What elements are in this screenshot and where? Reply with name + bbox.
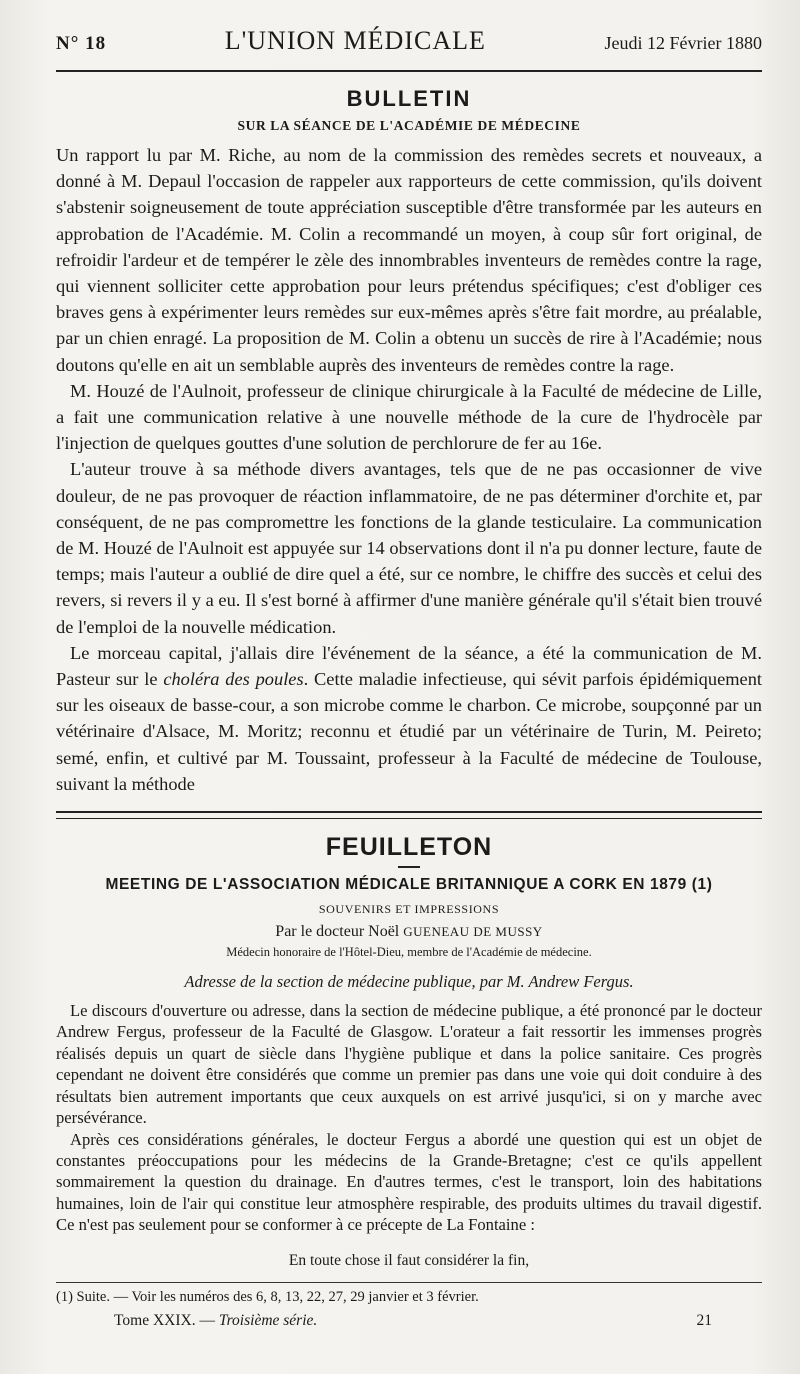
paragraph-text: Le morceau capital, j'allais dire l'événement de la séance, a été la communication de M. Pasteur sur le — [56, 642, 762, 690]
author-role: Médecin honoraire de l'Hôtel-Dieu, membre de l'Académie de médecine. — [226, 945, 592, 960]
section-divider — [56, 811, 762, 819]
address-heading: Adresse de la section de médecine publique, par M. Andrew Fergus. — [184, 972, 634, 992]
issue-number: N° 18 — [56, 33, 107, 54]
feuilleton-heading: MEETING DE L'ASSOCIATION MÉDICALE BRITANNIQUE A CORK EN 1879 (1) — [105, 876, 713, 894]
bulletin-body — [56, 142, 762, 797]
italic-term: choléra des poules — [163, 669, 304, 690]
author-name: GUENEAU DE MUSSY — [403, 924, 543, 940]
bulletin-paragraph: L'auteur trouve à sa méthode divers avantages, tels que de ne pas occasionner de vive douleur, de ne pas provoquer de réaction inflammatoire, de ne pas déterminer d'orchite et, par conséquent, de ne pas compromettre les fonctions de la glande testiculaire. La communication de M. Houzé de l'Aulnoit est appuyée sur 14 observations dont il n'a pu donner lecture, faute de temps; mais l'auteur a oublié de dire quel a été, sur ce nombre, le chiffre des succès et celui des revers, si revers il y a eu. Il s'est borné à affirmer d'une manière générale qu'il s'était bien trouvé de l'emploi de la nouvelle médication. — [56, 459, 762, 637]
header-rule — [56, 70, 762, 72]
paragraph-text: . Cette maladie infectieuse, qui sévit parfois épidémiquement sur les oiseaux de basse-cour, a son microbe comme le charbon. Ce microbe, soupçonné par un vétérinaire d'Alsace, M. Moritz; reconnu et étudié par un vétérinaire de Turin, M. Peireto; semé, enfin, et cultivé par M. Toussaint, professeur à la Faculté de médecine de Toulouse, suivant la méthode — [56, 669, 763, 794]
tome-label: Tome XXIX. — — [114, 1311, 219, 1329]
issue-date: Jeudi 12 Février 1880 — [604, 33, 762, 53]
series-label: Troisième série. — [218, 1311, 318, 1329]
footnote: (1) Suite. — Voir les numéros des 6, 8, 13, 22, 27, 29 janvier et 3 février. — [56, 1288, 479, 1305]
feuilleton-paragraph: Le discours d'ouverture ou adresse, dans la section de médecine publique, a été prononcé par le docteur Andrew Fergus, professeur de la Faculté de Glasgow. L'orateur a fait ressortir les immenses progrès réalisés depuis un quart de siècle dans l'hygiène publique et dans la police sanitaire. Ces progrès cependant ne doivent être considérés que comme un premier pas dans une voie qui doit conduire à des résultats bien autrement importants que ceux auxquels on est arrivé jusqu'ici, si on y marche avec persévérance. — [56, 1001, 762, 1128]
feuilleton-body — [56, 1000, 762, 1235]
bulletin-paragraph: Un rapport lu par M. Riche, au nom de la commission des remèdes secrets et nouveaux, a donné à M. Depaul l'occasion de rappeler aux rapporteurs de cette commission, qu'ils doivent s'abstenir soigneusement de toute appréciation susceptible d'être transformée par les auteurs en approbation de l'Académie. M. Colin a recommandé un moyen, à coup sûr fort original, de refroidir l'ardeur et de tempérer le zèle des innombrables inventeurs de remèdes contre la rage, qui viennent solliciter cette approbation pour leurs prétendus spécifiques; c'est d'obliger ces braves gens à expérimenter leurs remèdes sur eux-mêmes après s'être fait mordre, au préalable, par un chien enragé. La proposition de M. Colin a obtenu un succès de rire à l'Académie; nous doutons qu'elle en ait un semblable auprès des inventeurs de remèdes contre la rage. — [56, 145, 762, 375]
title-dash — [398, 866, 420, 868]
page-footer — [56, 1312, 762, 1330]
page-number: 21 — [696, 1311, 712, 1329]
footnote-rule — [56, 1282, 762, 1283]
journal-title: L'UNION MÉDICALE — [224, 26, 486, 55]
footer-tome — [114, 1312, 317, 1330]
bulletin-paragraph — [56, 640, 762, 797]
bulletin-title: BULLETIN — [346, 86, 472, 111]
bulletin-paragraph: M. Houzé de l'Aulnoit, professeur de clinique chirurgicale à la Faculté de médecine de Lille, a fait une communication relative à une nouvelle méthode de la cure de l'hydrocèle par l'injection de quelques gouttes d'une solution de perchlorure de fer au 16e. — [56, 380, 762, 454]
bulletin-subtitle: SUR LA SÉANCE DE L'ACADÉMIE DE MÉDECINE — [237, 118, 581, 133]
feuilleton-title: FEUILLETON — [325, 833, 493, 862]
page-header — [56, 26, 762, 66]
author-line — [56, 923, 762, 941]
feuilleton-subheading: SOUVENIRS ET IMPRESSIONS — [318, 902, 500, 917]
author-prefix: Par le docteur Noël — [275, 923, 404, 941]
quote-line: En toute chose il faut considérer la fin, — [288, 1251, 530, 1269]
feuilleton-paragraph: Après ces considérations générales, le docteur Fergus a abordé une question qui est un objet de constantes préoccupations pour les médecins de la Grande-Bretagne; c'est ce qu'ils appellent sommairement la question du drainage. En d'autres termes, c'est le transport, loin des habitations humaines, loin de l'air qui constitue leur atmosphère respirable, des produits ultimes du travail digestif. Ce n'est pas seulement pour se conformer à ce précepte de La Fontaine : — [56, 1129, 762, 1235]
